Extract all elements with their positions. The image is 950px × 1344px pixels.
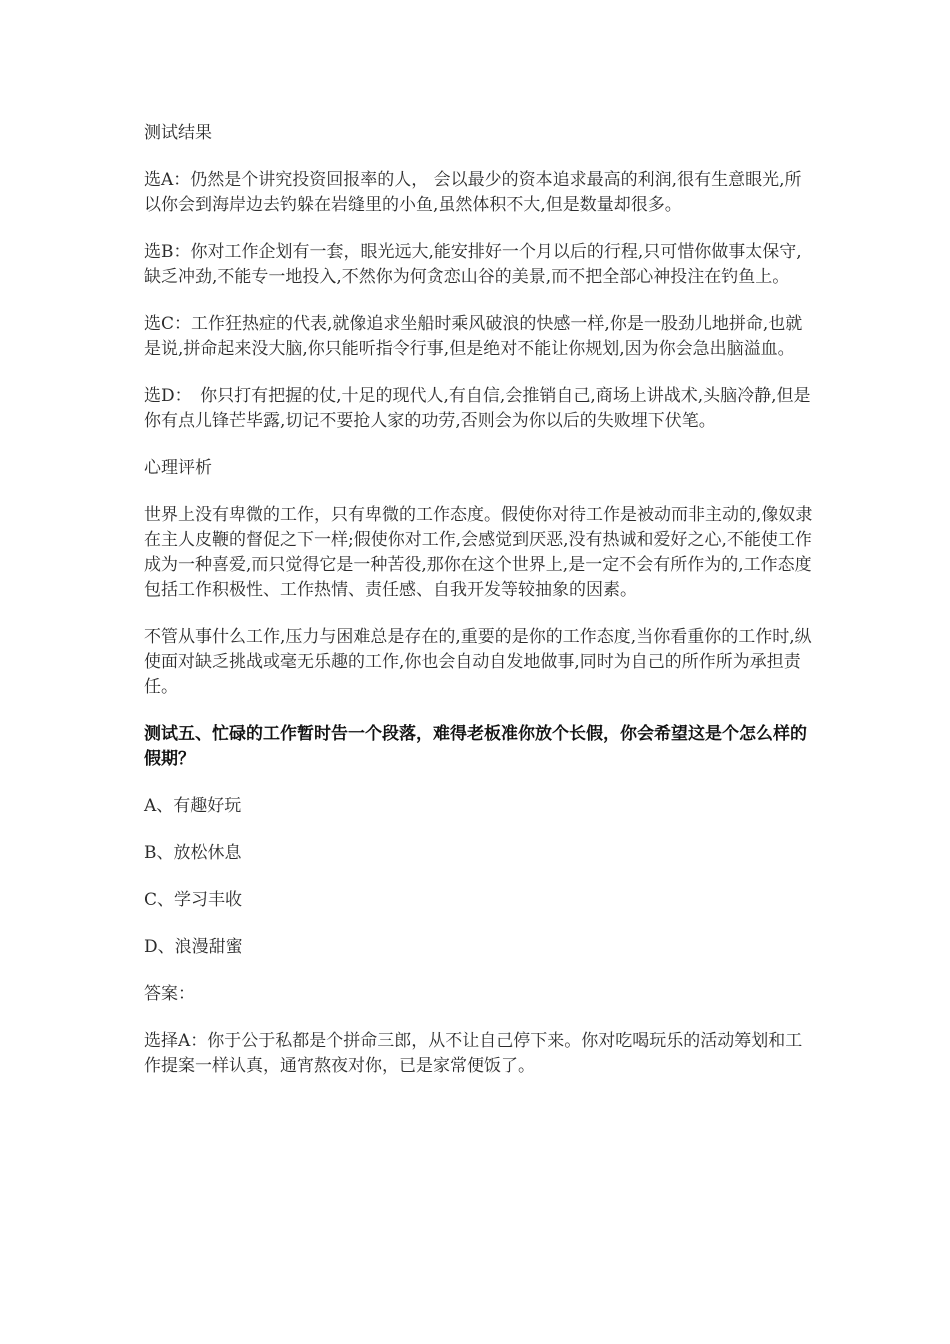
test5-option-d: D、浪漫甜蜜	[144, 937, 243, 957]
result-option-a: 选A：仍然是个讲究投资回报率的人， 会以最少的资本追求最高的利润,很有生意眼光,所以你会到海岸边去钓躲在岩缝里的小鱼,虽然体积不大,但是数量却很多。	[144, 170, 802, 215]
test5-option-c: C、学习丰收	[144, 890, 243, 910]
analysis-paragraph-2: 不管从事什么工作,压力与困难总是存在的,重要的是你的工作态度,当你看重你的工作时,纵使面对缺乏挑战或毫无乐趣的工作,你也会自动自发地做事,同时为自己的所作所为承担责任。	[144, 627, 812, 697]
test5-option-b: B、放松休息	[144, 843, 242, 863]
section-title-analysis: 心理评析	[144, 458, 212, 478]
test5-question: 测试五、忙碌的工作暂时告一个段落，难得老板准你放个长假，你会希望这是个怎么样的假期？	[144, 724, 807, 769]
test5-option-a: A、有趣好玩	[144, 796, 242, 816]
result-option-c: 选C：工作狂热症的代表,就像追求坐船时乘风破浪的快感一样,你是一股劲儿地拼命,也就是说,拼命起来没大脑,你只能听指令行事,但是绝对不能让你规划,因为你会急出脑溢血。	[144, 314, 803, 359]
result-option-b: 选B：你对工作企划有一套，眼光远大,能安排好一个月以后的行程,只可惜你做事太保守,缺乏冲劲,不能专一地投入,不然你为何贪恋山谷的美景,而不把全部心神投注在钓鱼上。	[144, 242, 802, 287]
analysis-paragraph-1: 世界上没有卑微的工作，只有卑微的工作态度。假使你对待工作是被动而非主动的,像奴隶在主人皮鞭的督促之下一样;假使你对工作,会感觉到厌恶,没有热诚和爱好之心,不能使工作成为一种喜爱,而只觉得它是一种苦役,那你在这个世界上,是一定不会有所作为的,工作态度包括工作积极性、工作热情、责任感、自我开发等较抽象的因素。	[144, 505, 813, 600]
document-body	[144, 121, 814, 1101]
result-option-d: 选D： 你只打有把握的仗,十足的现代人,有自信,会推销自己,商场上讲战术,头脑冷静,但是你有点儿锋芒毕露,切记不要抢人家的功劳,否则会为你以后的失败埋下伏笔。	[144, 386, 811, 431]
answer-label: 答案：	[144, 984, 195, 1004]
section-title-test-results: 测试结果	[144, 123, 212, 143]
answer-option-a: 选择A：你于公于私都是个拼命三郎，从不让自己停下来。你对吃喝玩乐的活动筹划和工作提案一样认真，通宵熬夜对你，已是家常便饭了。	[144, 1031, 803, 1076]
